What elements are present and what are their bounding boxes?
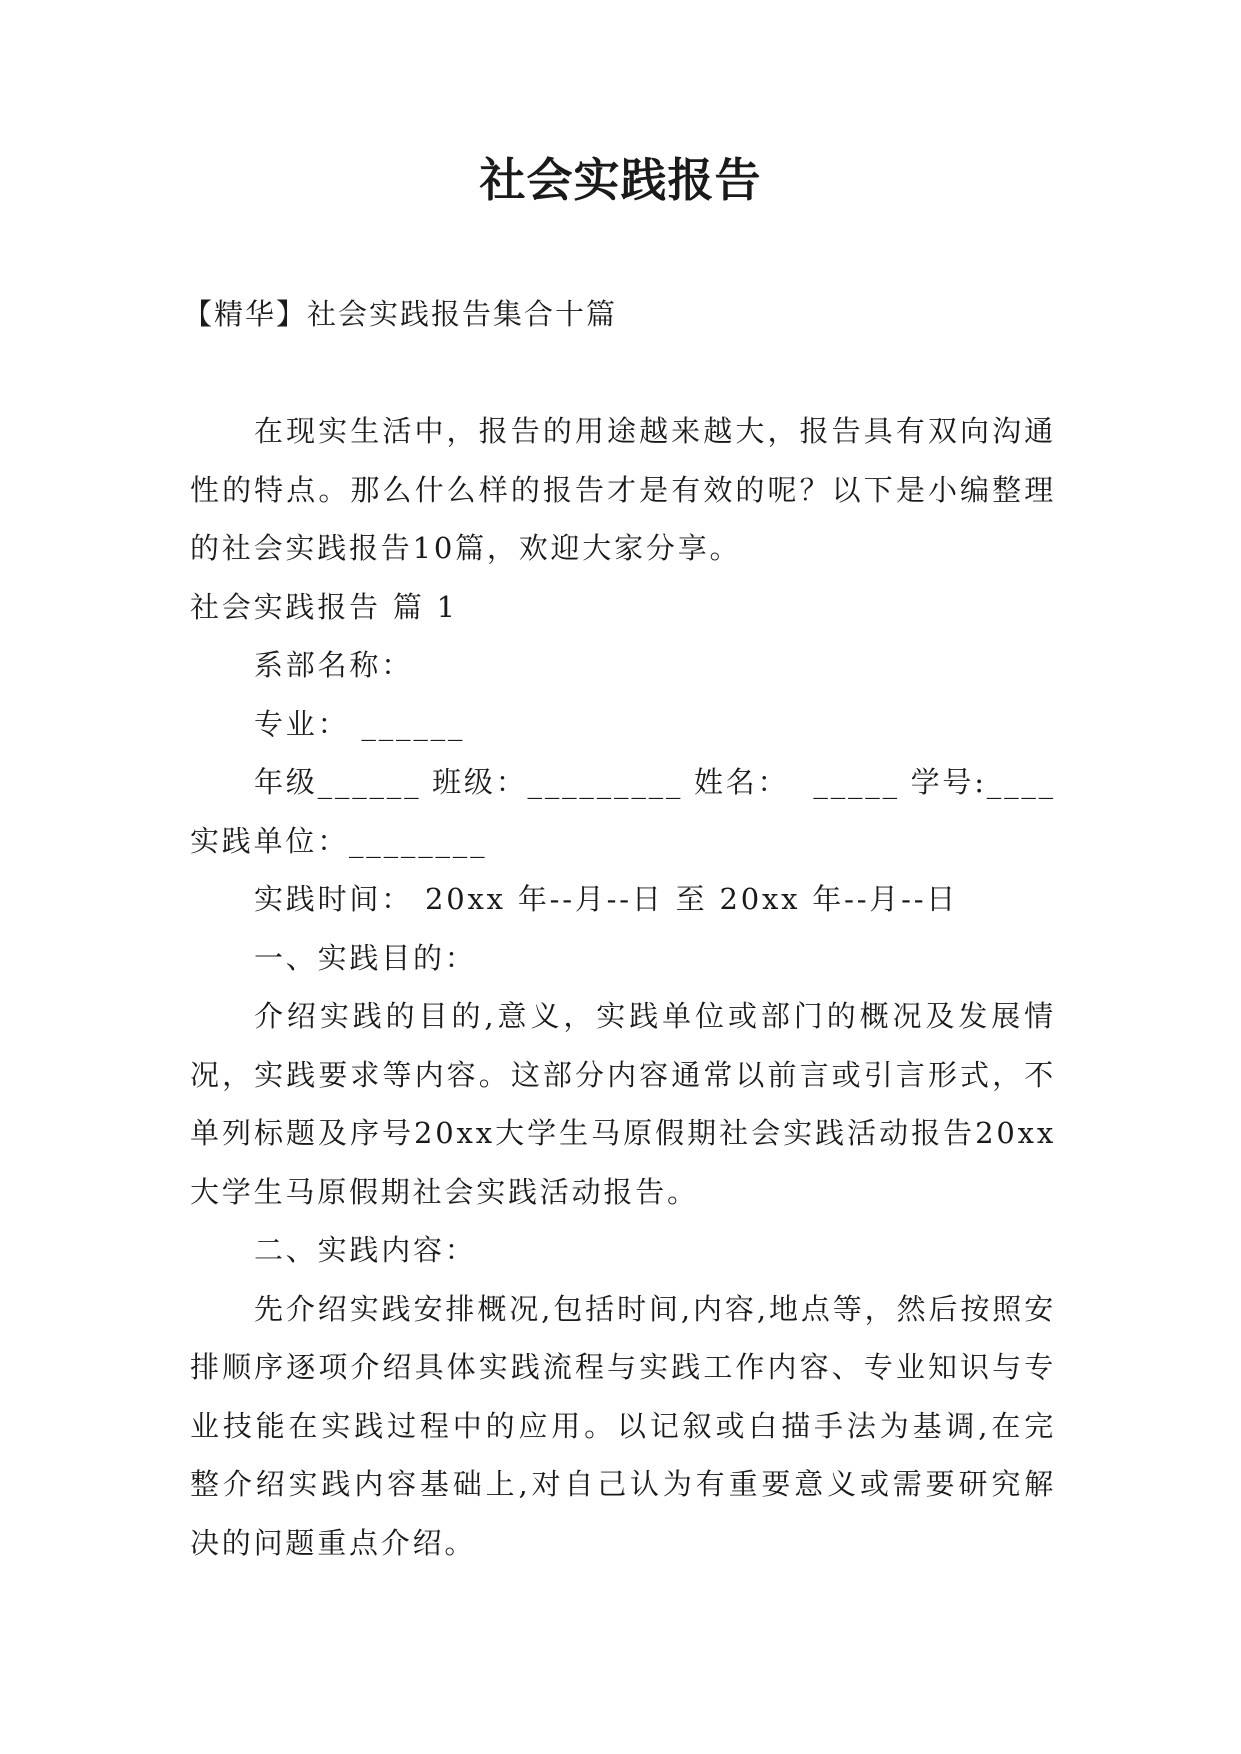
section-1-heading: 一、实践目的： bbox=[254, 940, 477, 975]
section-heading: 社会实践报告 篇 1 bbox=[190, 589, 458, 624]
form-student-id: 学号:____ bbox=[910, 765, 1056, 799]
intro-paragraph: 在现实生活中，报告的用途越来越大，报告具有双向沟通性的特点。那么什么样的报告才是有效的呢？以下是小编整理的社会实践报告10篇，欢迎大家分享。 bbox=[190, 414, 1056, 565]
form-time: 实践时间： 20xx 年--月--日 至 20xx 年--月--日 bbox=[254, 882, 959, 916]
document-title: 社会实践报告 bbox=[479, 153, 762, 207]
form-grade: 年级______ bbox=[254, 765, 422, 799]
section-2-content: 先介绍实践安排概况,包括时间,内容,地点等，然后按照安排顺序逐项介绍具体实践流程与实践工作内容、专业知识与专业技能在实践过程中的应用。以记叙或白描手法为基调,在完整介绍实践内容基础上,对自己认为有重要意义或需要研究解决的问题重点介绍。 bbox=[190, 1291, 1056, 1560]
form-row-grade-class-name-id bbox=[190, 753, 1056, 812]
document-subtitle: 【精华】社会实践报告集合十篇 bbox=[183, 297, 618, 331]
form-department: 系部名称： bbox=[254, 648, 414, 682]
section-1-content: 介绍实践的目的,意义，实践单位或部门的概况及发展情况，实践要求等内容。这部分内容通常以前言或引言形式，不单列标题及序号20xx大学生马原假期社会实践活动报告20xx大学生马原假期社会实践活动报告。 bbox=[190, 999, 1056, 1209]
form-unit: 实践单位：________ bbox=[190, 823, 488, 858]
section-2-heading: 二、实践内容： bbox=[254, 1233, 477, 1267]
form-major: 专业： ______ bbox=[254, 706, 466, 741]
form-name: 姓名： _____ bbox=[693, 765, 900, 799]
document-body bbox=[190, 402, 1056, 1572]
form-class: 班级：_________ bbox=[432, 765, 684, 799]
